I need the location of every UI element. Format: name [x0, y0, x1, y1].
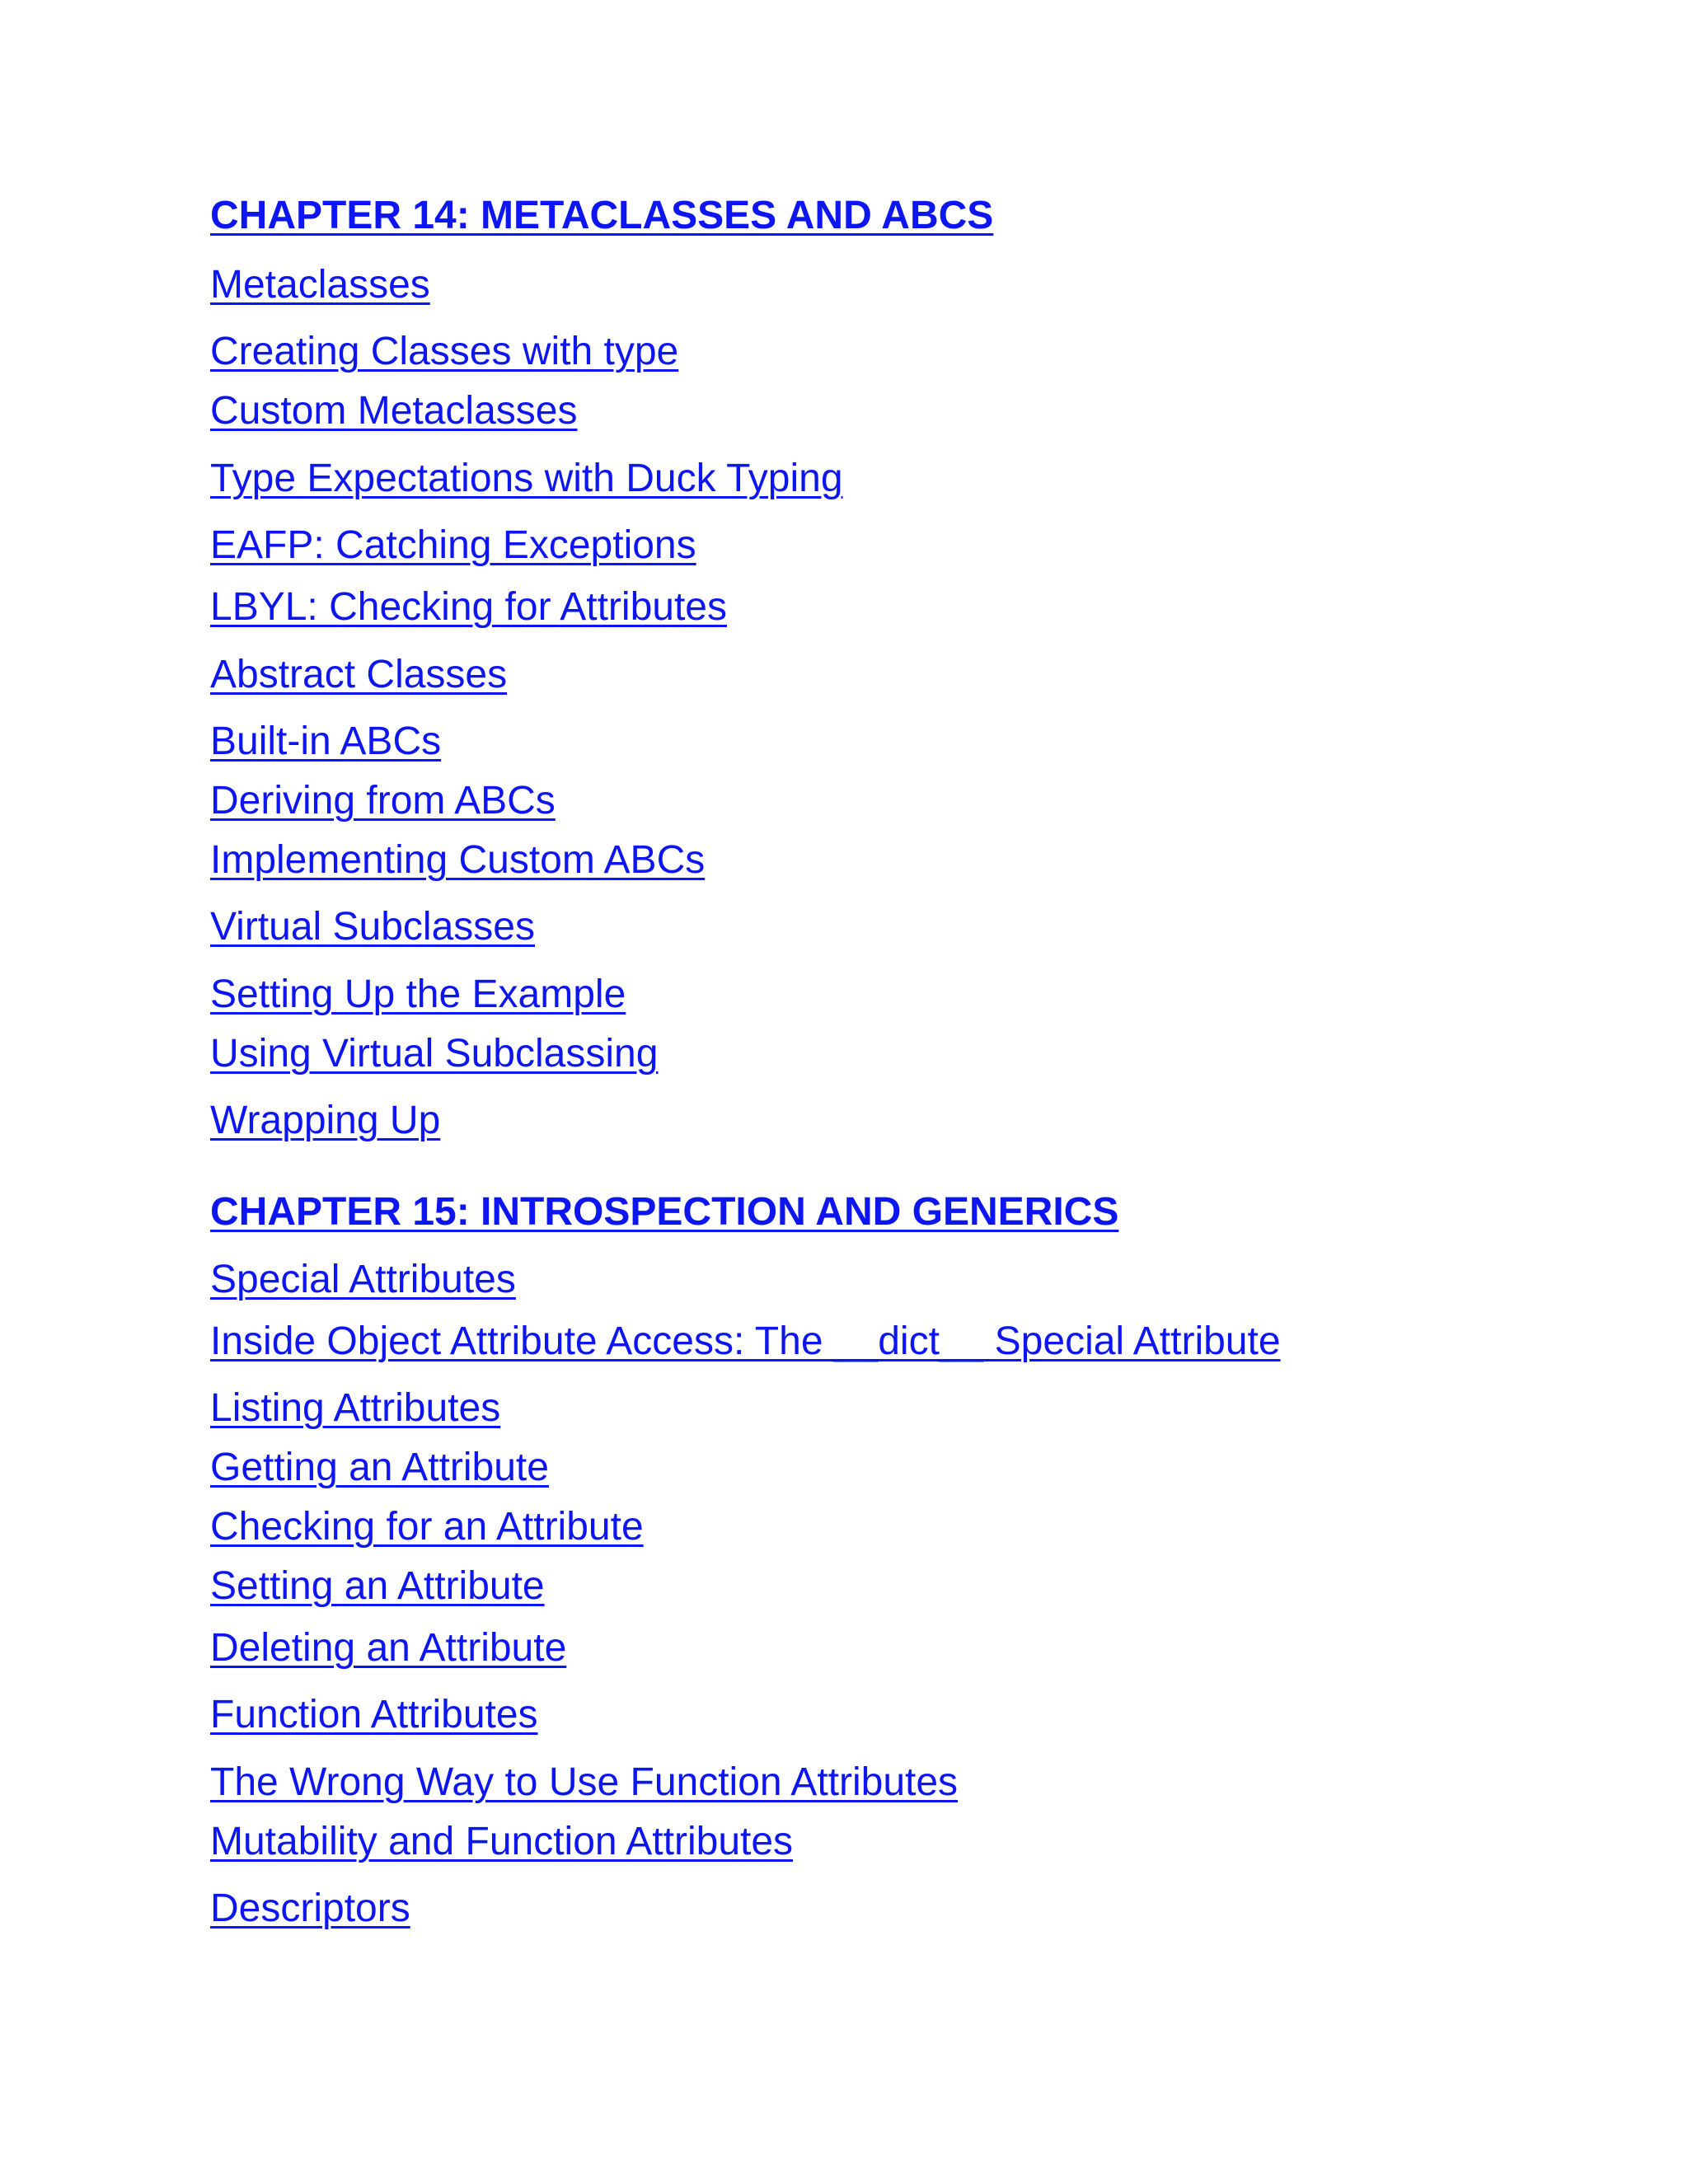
toc-link-wrapping-up[interactable]: Wrapping Up [210, 1099, 441, 1142]
toc-link-virtual-subclasses[interactable]: Virtual Subclasses [210, 905, 535, 949]
toc-link-type-expectations-duck-typing[interactable]: Type Expectations with Duck Typing [210, 457, 843, 500]
toc-link-checking-for-an-attribute[interactable]: Checking for an Attribute [210, 1505, 644, 1549]
chapter-15-heading-link[interactable]: CHAPTER 15: INTROSPECTION AND GENERICS [210, 1190, 1119, 1234]
toc-link-creating-classes-with-type[interactable]: Creating Classes with type [210, 330, 679, 373]
toc-link-setting-an-attribute[interactable]: Setting an Attribute [210, 1564, 545, 1608]
toc-link-deleting-an-attribute[interactable]: Deleting an Attribute [210, 1626, 567, 1670]
toc-link-setting-up-the-example[interactable]: Setting Up the Example [210, 972, 626, 1016]
toc-link-mutability-function-attributes[interactable]: Mutability and Function Attributes [210, 1820, 794, 1863]
toc-link-eafp-catching-exceptions[interactable]: EAFP: Catching Exceptions [210, 523, 696, 567]
toc-link-using-virtual-subclassing[interactable]: Using Virtual Subclassing [210, 1032, 659, 1076]
toc-link-deriving-from-abcs[interactable]: Deriving from ABCs [210, 779, 556, 823]
toc-link-implementing-custom-abcs[interactable]: Implementing Custom ABCs [210, 838, 706, 882]
toc-link-descriptors[interactable]: Descriptors [210, 1886, 410, 1930]
toc-link-wrong-way-function-attributes[interactable]: The Wrong Way to Use Function Attributes [210, 1760, 959, 1804]
toc-link-lbyl-checking-attributes[interactable]: LBYL: Checking for Attributes [210, 585, 727, 629]
toc-link-function-attributes[interactable]: Function Attributes [210, 1693, 538, 1736]
toc-link-custom-metaclasses[interactable]: Custom Metaclasses [210, 389, 578, 433]
toc-link-dict-special-attribute[interactable]: Inside Object Attribute Access: The __dict__ Special Attribute [210, 1319, 1281, 1363]
toc-link-getting-an-attribute[interactable]: Getting an Attribute [210, 1446, 549, 1489]
toc-link-special-attributes[interactable]: Special Attributes [210, 1258, 516, 1301]
toc-link-metaclasses[interactable]: Metaclasses [210, 263, 430, 307]
chapter-14-heading-link[interactable]: CHAPTER 14: METACLASSES AND ABCS [210, 194, 994, 237]
toc-link-listing-attributes[interactable]: Listing Attributes [210, 1386, 501, 1430]
toc-link-built-in-abcs[interactable]: Built-in ABCs [210, 719, 442, 763]
toc-link-abstract-classes[interactable]: Abstract Classes [210, 653, 508, 696]
